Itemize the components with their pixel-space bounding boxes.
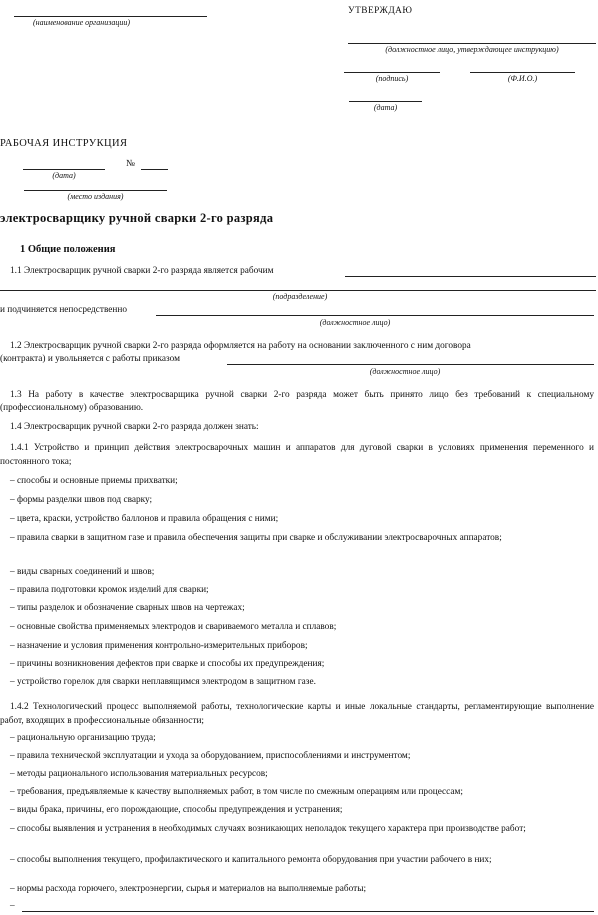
paragraph-1-4-2: 1.4.2 Технологический процесс выполняемой работы, технологические карты и иные локальные стандарты, регламентирующие выполнение работ, входящих в профессиональные обязанности; — [0, 702, 594, 726]
number-line — [141, 169, 168, 170]
fio-line — [470, 72, 575, 73]
list-item: – способы выявления и устранения в необходимых случаях возникающих неполадок текущего характера при производстве работ; — [10, 824, 526, 834]
place-line — [24, 190, 167, 191]
supervisor-caption: (должностное лицо) — [319, 318, 391, 327]
paragraph-1-3: 1.3 На работу в качестве электросварщика ручной сварки 2-го разряда может быть принято лицо без требований к специальному (профессиональному) образованию. — [0, 390, 594, 413]
organization-line — [14, 16, 207, 17]
official-caption: (должностное лицо, утверждающее инструкцию) — [385, 45, 559, 54]
approve-date-caption: (дата) — [373, 103, 398, 112]
division-caption: (подразделение) — [272, 292, 328, 301]
list-item: – методы рационального использования материальных ресурсов; — [10, 769, 268, 779]
paragraph-1-2b: (контракта) и увольняется с работы приказом — [0, 354, 180, 364]
number-label: № — [126, 159, 135, 169]
paragraph-1-2a: 1.2 Электросварщик ручной сварки 2-го разряда оформляется на работу на основании заключенного с ним договора — [10, 341, 471, 351]
section-heading: 1 Общие положения — [20, 244, 116, 255]
list-item: – основные свойства применяемых электродов и свариваемого металла и сплавов; — [10, 622, 337, 632]
subordinate-label: и подчиняется непосредственно — [0, 305, 128, 315]
order-caption: (должностное лицо) — [369, 367, 441, 376]
division-line — [0, 290, 596, 291]
doc-date-caption: (дата) — [52, 171, 76, 180]
order-line — [227, 364, 594, 365]
paragraph-1-4: 1.4 Электросварщик ручной сварки 2-го разряда должен знать: — [10, 422, 259, 432]
list-item: – цвета, краски, устройство баллонов и правила обращения с ними; — [10, 514, 279, 524]
list-item: – нормы расхода горючего, электроэнергии, сырья и материалов на выполняемые работы; — [10, 884, 367, 894]
list-item: – способы и основные приемы прихватки; — [10, 476, 178, 486]
list-item: – правила технической эксплуатации и ухода за оборудованием, приспособлениями и инструментом; — [10, 751, 411, 761]
paragraph-1-1: 1.1 Электросварщик ручной сварки 2-го разряда является рабочим — [10, 266, 274, 276]
list-item: – назначение и условия применения контрольно-измерительных приборов; — [10, 641, 308, 651]
list-item: – причины возникновения дефектов при сварке и способы их предупреждения; — [10, 659, 325, 669]
list-item: – устройство горелок для сварки неплавящимся электродом в защитном газе. — [10, 677, 316, 687]
blank-fill-line — [22, 911, 594, 912]
list-item: – типы разделок и обозначение сварных швов на чертежах; — [10, 603, 245, 613]
list-item: – способы выполнения текущего, профилактического и капитального ремонта оборудования при участии рабочего в них; — [10, 855, 492, 865]
place-caption: (место издания) — [67, 192, 124, 201]
supervisor-line — [156, 315, 594, 316]
official-line — [348, 43, 596, 44]
list-item: – правила сварки в защитном газе и правила обеспечения защиты при сварке и обслуживании электросварочных аппаратов; — [10, 533, 502, 543]
document-type: РАБОЧАЯ ИНСТРУКЦИЯ — [0, 138, 128, 149]
organization-caption: (наименование организации) — [32, 18, 131, 27]
paragraph-1-4-1: 1.4.1 Устройство и принцип действия электросварочных машин и аппаратов для дуговой сварки в условиях применения переменного и постоянного тока; — [0, 443, 594, 467]
signature-caption: (подпись) — [375, 74, 409, 83]
list-item: – — [10, 901, 15, 911]
list-item: – виды сварных соединений и швов; — [10, 567, 155, 577]
list-item: – формы разделки швов под сварку; — [10, 495, 153, 505]
approve-date-line — [349, 101, 422, 102]
list-item: – требования, предъявляемые к качеству выполняемых работ, в том числе по смежным операциям или процессам; — [10, 787, 464, 797]
fio-caption: (Ф.И.О.) — [507, 74, 538, 83]
signature-line — [344, 72, 440, 73]
list-item: – рациональную организацию труда; — [10, 733, 156, 743]
doc-date-line — [23, 169, 105, 170]
list-item: – правила подготовки кромок изделий для сварки; — [10, 585, 209, 595]
list-item: – виды брака, причины, его порождающие, способы предупреждения и устранения; — [10, 805, 343, 815]
approve-label: УТВЕРЖДАЮ — [348, 6, 413, 16]
document-title: электросварщику ручной сварки 2-го разряда — [0, 211, 274, 225]
employee-type-line — [345, 276, 596, 277]
